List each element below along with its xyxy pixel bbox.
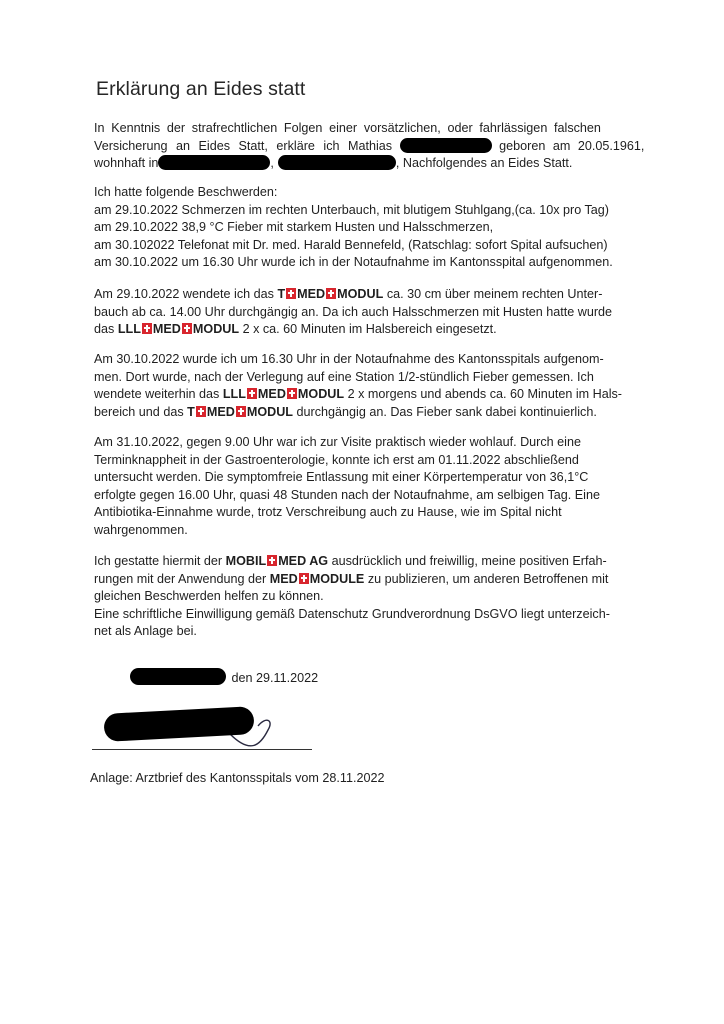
para4-line-3 bbox=[94, 386, 648, 404]
para-text: ca. 30 cm über meinem rechten Unter- bbox=[386, 287, 603, 301]
complaint-item: am 29.10.2022 38,9 °C Fieber mit starkem Husten und Halsschmerzen, bbox=[94, 220, 494, 235]
para-text: zu publizieren, um anderen Betroffenen mit bbox=[367, 571, 609, 586]
intro-text: geboren am 20.05.1961, bbox=[499, 138, 645, 153]
swiss-cross-icon bbox=[267, 555, 277, 566]
complaints-heading: Ich hatte folgende Beschwerden: bbox=[94, 185, 278, 199]
brand-text: MED bbox=[257, 387, 286, 402]
para-text: rungen mit der Anwendung der bbox=[94, 571, 267, 586]
para6-line-4: Eine schriftliche Einwilligung gemäß Datenschutz Grundverordnung DsGVO liegt unterzeich- bbox=[94, 606, 610, 621]
redacted-city bbox=[278, 155, 396, 170]
para6-line-1 bbox=[94, 553, 648, 571]
brand-text: MED bbox=[152, 322, 181, 337]
brand-text: MED AG bbox=[278, 554, 329, 568]
para4-line-2: men. Dort wurde, nach der Verlegung auf eine Station 1/2-stündlich Fieber gemessen. Ich bbox=[94, 369, 594, 384]
para-text: Ich gestatte hiermit der bbox=[94, 554, 223, 568]
intro-text: , Nachfolgendes an Eides Statt. bbox=[395, 156, 573, 171]
para3-line-3 bbox=[94, 321, 648, 339]
brand-text: T bbox=[187, 404, 195, 419]
brand-text: MODUL bbox=[192, 322, 240, 337]
brand-text: LLL bbox=[222, 387, 246, 402]
paragraph-consent bbox=[94, 553, 648, 641]
intro-text: , bbox=[270, 156, 274, 171]
para4-line-4 bbox=[94, 404, 648, 422]
para5-line-1: Am 31.10.2022, gegen 9.00 Uhr war ich zur Visite praktisch wieder wohlauf. Durch eine bbox=[94, 435, 581, 449]
brand-text: MED bbox=[269, 571, 298, 586]
swiss-cross-icon bbox=[286, 288, 296, 299]
brand-text: MODUL bbox=[246, 404, 293, 419]
brand-lll-med-modul bbox=[223, 387, 344, 401]
redacted-address bbox=[158, 155, 270, 170]
brand-mobil-med-ag bbox=[226, 554, 329, 568]
complaints-list bbox=[94, 184, 648, 272]
brand-text: MED bbox=[297, 287, 326, 301]
brand-text: MODUL bbox=[297, 387, 345, 402]
para-text: das bbox=[94, 322, 115, 337]
para5-line-5: Antibiotika-Einnahme wurde, trotz Verschreibung auch zu Hause, wie im Spital nicht bbox=[94, 505, 562, 520]
brand-text: MED bbox=[206, 404, 235, 419]
intro-line-1: In Kenntnis der strafrechtlichen Folgen einer vorsätzlichen, oder fahrlässigen falschen bbox=[94, 121, 601, 135]
swiss-cross-icon bbox=[247, 388, 257, 399]
para-text: Am 29.10.2022 wendete ich das bbox=[94, 287, 274, 301]
signature bbox=[90, 696, 320, 756]
intro-line-2 bbox=[94, 138, 648, 156]
para-text: durchgängig an. Das Fieber sank dabei kontinuierlich. bbox=[296, 404, 597, 419]
brand-med-module bbox=[270, 572, 365, 586]
para5-line-6: wahrgenommen. bbox=[94, 522, 188, 537]
document-title: Erklärung an Eides statt bbox=[96, 78, 306, 100]
attachment-note: Anlage: Arztbrief des Kantonsspitals vom 28.11.2022 bbox=[90, 771, 385, 785]
swiss-cross-icon bbox=[236, 406, 246, 417]
para3-line-2: bauch ab ca. 14.00 Uhr durchgängig an. Da ich auch Halsschmerzen mit Husten hatte wurde bbox=[94, 304, 613, 319]
complaint-item: am 29.10.2022 Schmerzen im rechten Unterbauch, mit blutigem Stuhlgang,(ca. 10x pro Tag) bbox=[94, 202, 609, 217]
swiss-cross-icon bbox=[182, 323, 192, 334]
paragraph-application bbox=[94, 286, 648, 339]
paragraph-hospital bbox=[94, 351, 648, 421]
brand-t-med-modul bbox=[277, 287, 383, 301]
swiss-cross-icon bbox=[299, 573, 309, 584]
para5-line-3: untersucht werden. Die symptomfreie Entlassung mit einer Körpertemperatur von 36,1°C bbox=[94, 470, 589, 485]
swiss-cross-icon bbox=[326, 288, 336, 299]
para-text: wendete weiterhin das bbox=[94, 387, 220, 402]
swiss-cross-icon bbox=[287, 388, 297, 399]
paragraph-discharge bbox=[94, 434, 648, 540]
para6-line-5: net als Anlage bei. bbox=[94, 624, 197, 639]
para-text: 2 x morgens und abends ca. 60 Minuten im Hals- bbox=[347, 387, 622, 402]
para-text: 2 x ca. 60 Minuten im Halsbereich eingesetzt. bbox=[242, 322, 497, 337]
intro-text: wohnhaft in bbox=[94, 156, 159, 171]
intro-paragraph bbox=[94, 120, 648, 173]
para5-line-2: Terminknappheit in der Gastroenterologie, konnte ich erst am 01.11.2022 abschließend bbox=[94, 452, 579, 467]
swiss-cross-icon bbox=[142, 323, 152, 334]
brand-t-med-modul bbox=[187, 405, 293, 419]
brand-text: LLL bbox=[117, 322, 141, 337]
para3-line-1 bbox=[94, 286, 648, 304]
para-text: bereich und das bbox=[94, 404, 184, 419]
brand-text: T bbox=[277, 287, 286, 301]
intro-text: Versicherung an Eides Statt, erkläre ich Mathias bbox=[94, 138, 393, 153]
brand-text: MODULE bbox=[309, 571, 365, 586]
intro-line-3 bbox=[94, 155, 648, 173]
brand-lll-med-modul bbox=[118, 322, 239, 336]
para-text: ausdrücklich und freiwillig, meine positiven Erfah- bbox=[331, 554, 607, 568]
para4-line-1: Am 30.10.2022 wurde ich um 16.30 Uhr in der Notaufnahme des Kantonsspitals aufgenom- bbox=[94, 352, 604, 366]
swiss-cross-icon bbox=[196, 406, 206, 417]
para5-line-4: erfolgte gegen 16.00 Uhr, quasi 48 Stunden nach der Notaufnahme, am selbigen Tag. Eine bbox=[94, 487, 600, 502]
brand-text: MOBIL bbox=[225, 554, 267, 568]
para6-line-3: gleichen Beschwerden helfen zu können. bbox=[94, 589, 324, 604]
para6-line-2 bbox=[94, 571, 648, 589]
date-text: den 29.11.2022 bbox=[231, 671, 319, 685]
redacted-place bbox=[130, 668, 226, 685]
complaint-item: am 30.10.2022 um 16.30 Uhr wurde ich in der Notaufnahme im Kantonsspital aufgenommen. bbox=[94, 255, 613, 270]
complaint-item: am 30.102022 Telefonat mit Dr. med. Harald Bennefeld, (Ratschlag: sofort Spital aufsuchen) bbox=[94, 237, 608, 252]
brand-text: MODUL bbox=[337, 287, 384, 301]
redacted-surname bbox=[400, 138, 492, 153]
date-line bbox=[130, 668, 530, 688]
signature-line bbox=[92, 749, 312, 750]
